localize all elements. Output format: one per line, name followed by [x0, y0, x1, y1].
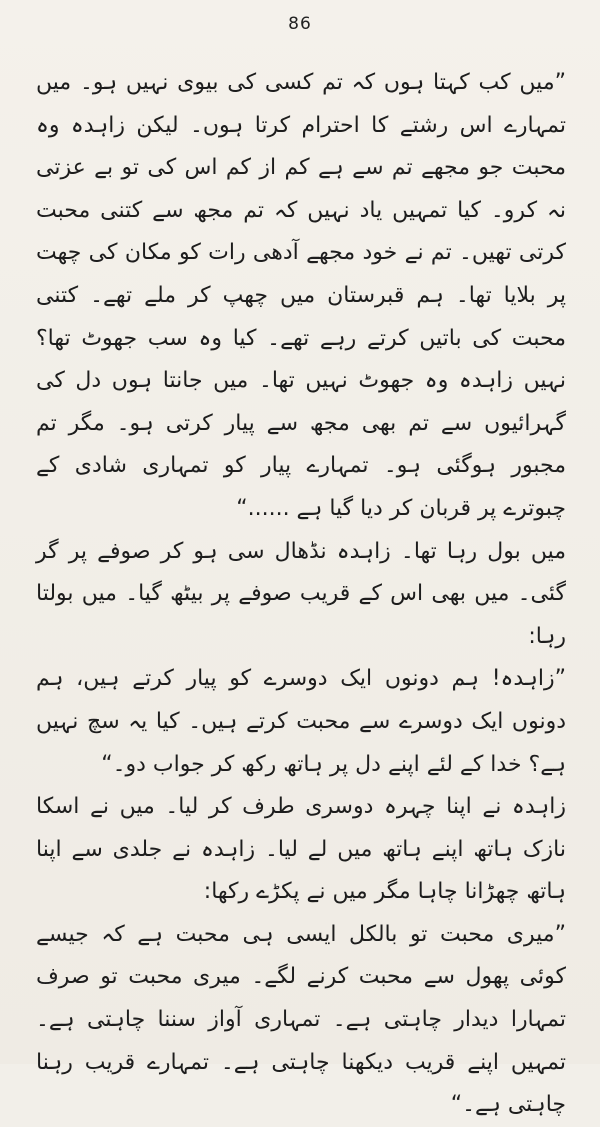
paragraph: میں بول رہا تھا۔ زاہدہ نڈھال سی ہو کر صوفے پر گر گئی۔ میں بھی اس کے قریب صوفے پر بیٹھ گیا۔ میں بولتا رہا: [36, 538, 566, 649]
paragraph: ”میں کب کہتا ہوں کہ تم کسی کی بیوی نہیں ہو۔ میں تمہارے اس رشتے کا احترام کرتا ہوں۔ لیکن زاہدہ وہ محبت جو مجھے تم سے ہے کم از کم اس کی تو بے عزتی نہ کرو۔ کیا تمہیں یاد نہیں کہ تم مجھ سے کتنی محبت کرتی تھیں۔ تم نے خود مجھے آدھی رات کو مکان کی چھت پر بلایا تھا۔ ہم قبرستان میں چھپ کر ملے تھے۔ کتنی محبت کی باتیں کرتے رہے تھے۔ کیا وہ سب جھوٹ تھا؟ نہیں زاہدہ وہ جھوٹ نہیں تھا۔ میں جانتا ہوں دل کی گہرائیوں سے تم بھی مجھ سے پیار کرتی ہو۔ مگر تم مجبور ہوگئی ہو۔ تمہارے پیار کو تمہاری شادی کے چبوترے پر قربان کر دیا گیا ہے ......“ [36, 70, 566, 521]
paragraph: ”میری محبت تو بالکل ایسی ہی محبت ہے کہ جیسے کوئی پھول سے محبت کرنے لگے۔ میری محبت تو صرف تمہارا دیدار چاہتی ہے۔ تمہاری آواز سننا چاہتی ہے۔ تمہیں اپنے قریب دیکھنا چاہتی ہے۔ تمہارے قریب رہنا چاہتی ہے۔“ [36, 921, 566, 1118]
paragraph: ”زاہدہ! ہم دونوں ایک دوسرے کو پیار کرتے ہیں، ہم دونوں ایک دوسرے سے محبت کرتے ہیں۔ کیا یہ سچ نہیں ہے؟ خدا کے لئے اپنے دل پر ہاتھ رکھ کر جواب دو۔“ [36, 666, 566, 777]
page-text [36, 62, 566, 1127]
paragraph: زاہدہ نے اپنا چہرہ دوسری طرف کر لیا۔ میں نے اسکا نازک ہاتھ اپنے ہاتھ میں لے لیا۔ زاہدہ نے جلدی سے اپنا ہاتھ چھڑانا چاہا مگر میں نے پکڑے رکھا: [36, 794, 566, 905]
page-number: 86 [288, 14, 312, 34]
